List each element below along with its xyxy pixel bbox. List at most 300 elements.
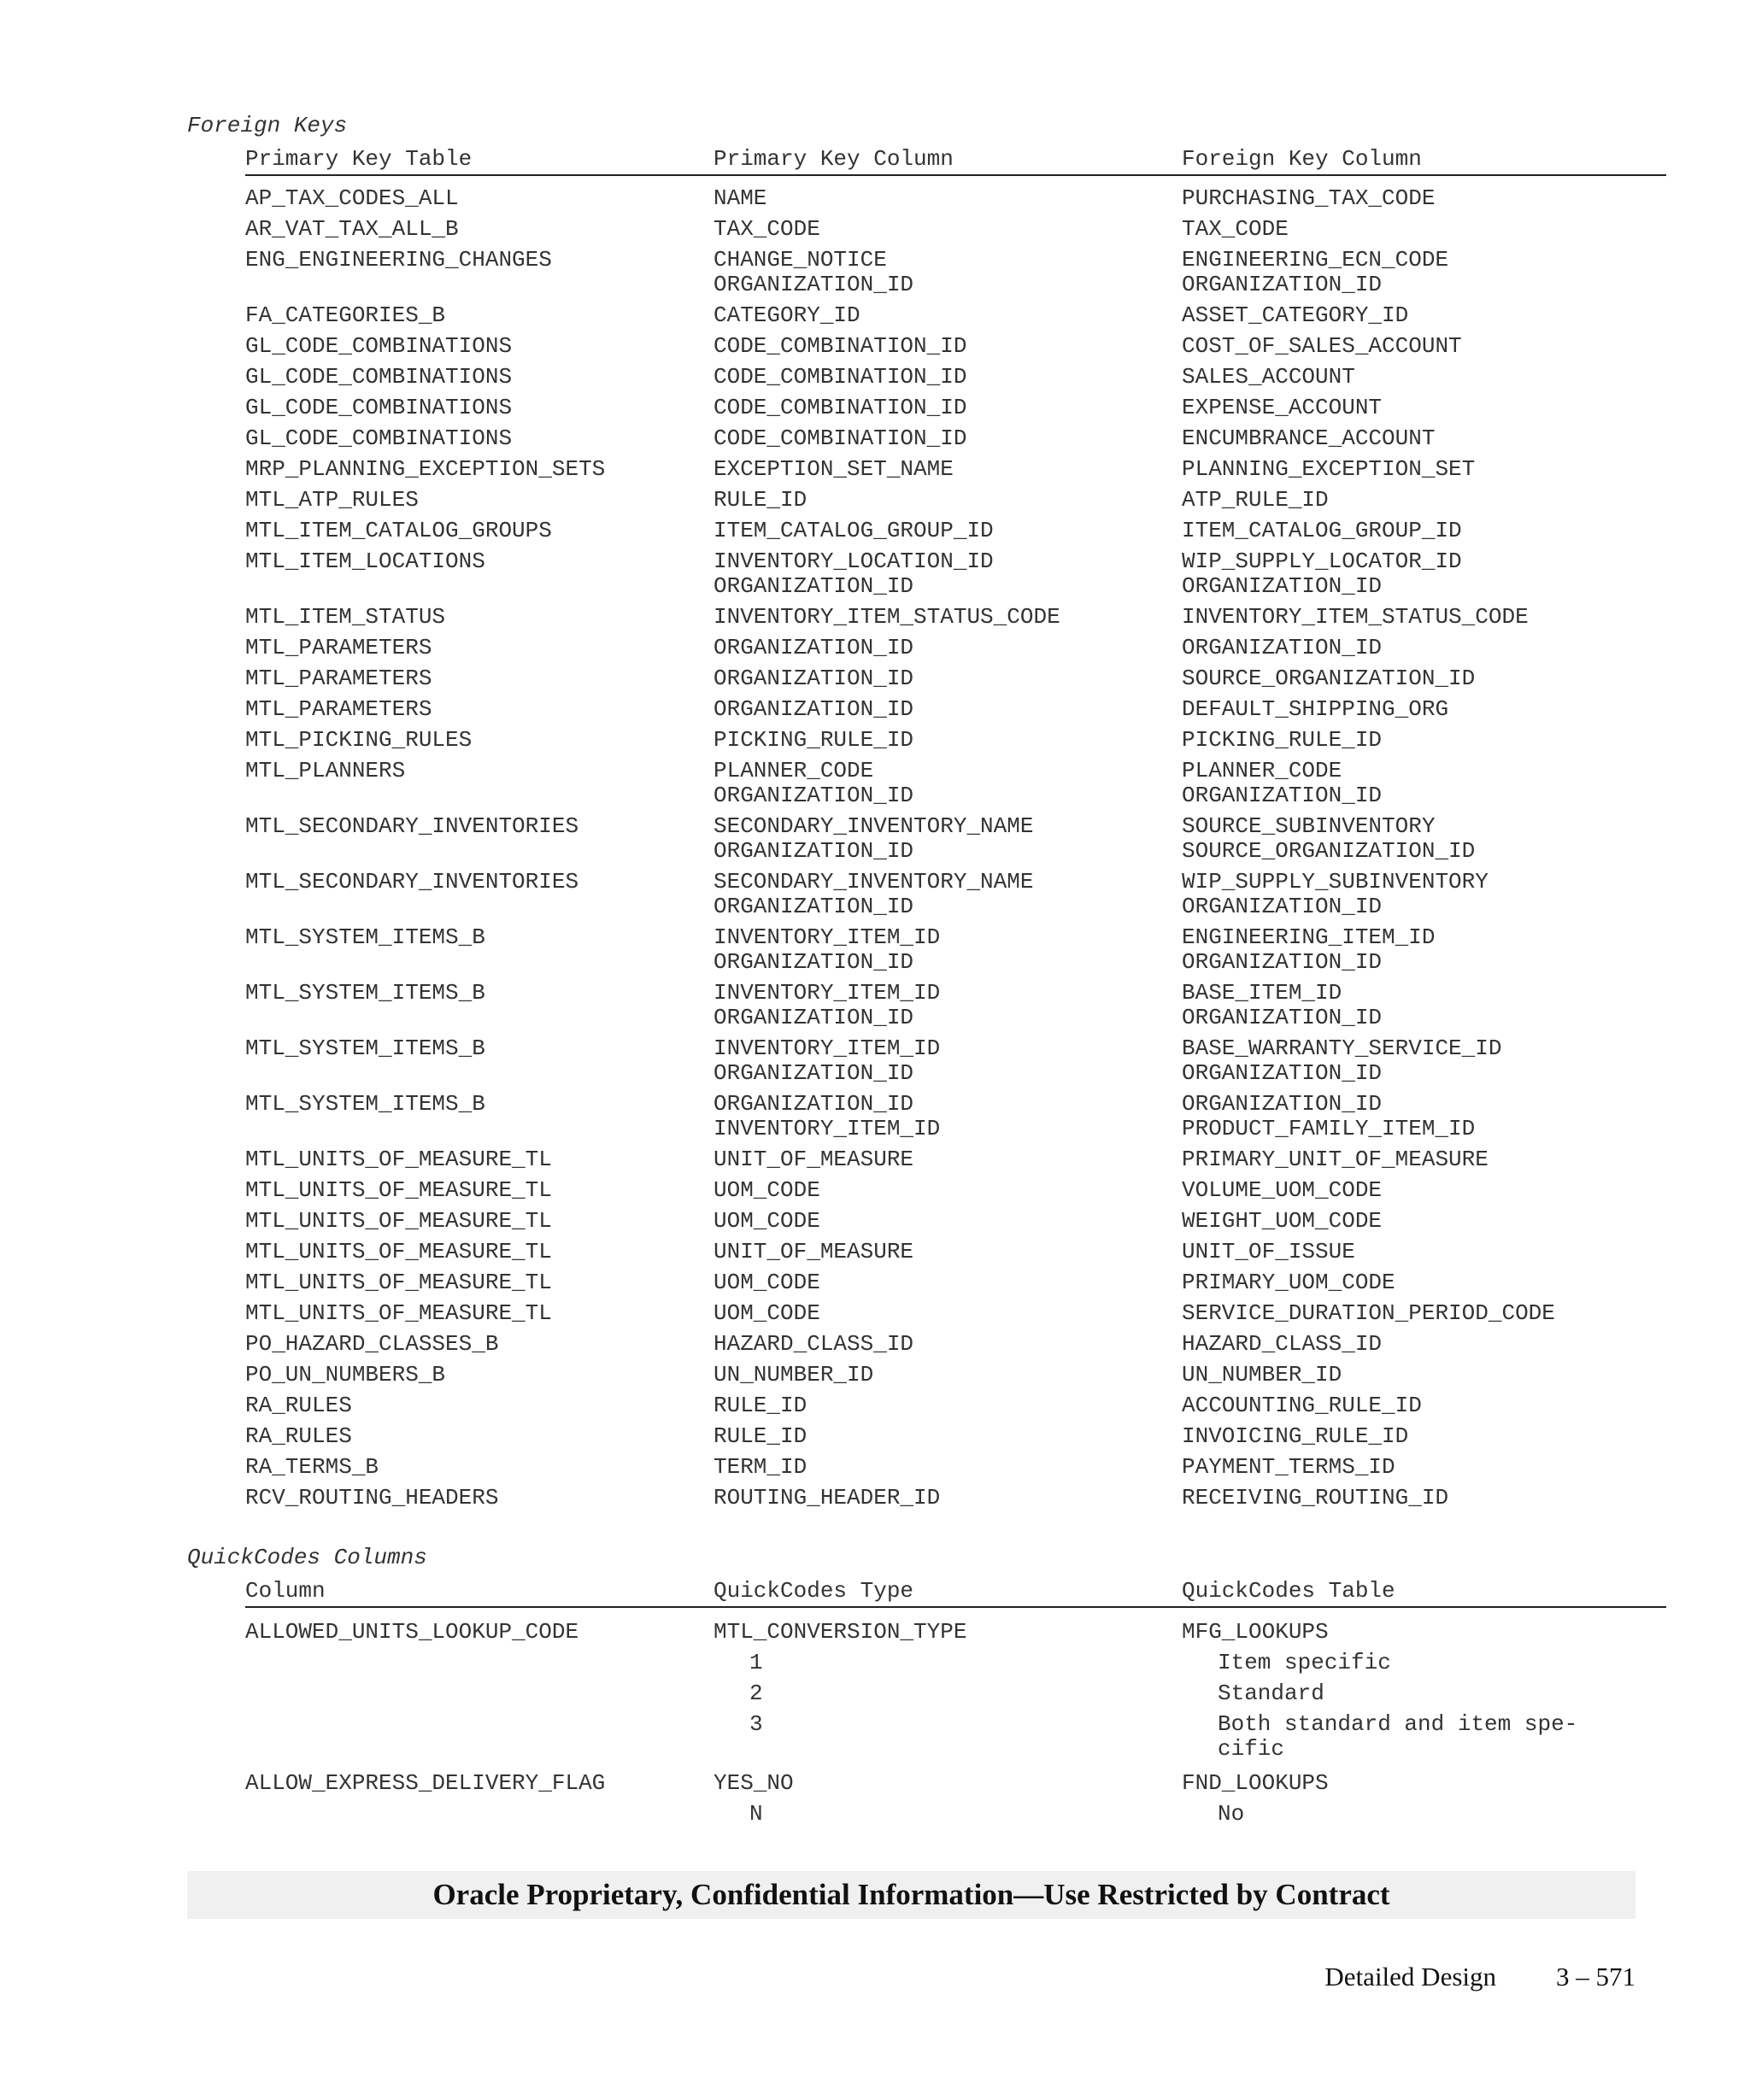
fk-primary-key-column (714, 1332, 913, 1357)
fk-primary-key-column-line: ORGANIZATION_ID (714, 949, 914, 975)
fk-primary-key-column (714, 334, 966, 359)
fk-primary-key-column (714, 1363, 873, 1387)
fk-primary-key-column-line: ORGANIZATION_ID (714, 635, 914, 660)
fk-foreign-key-column-line: ENCUMBRANCE_ACCOUNT (1182, 425, 1436, 451)
fk-foreign-key-column (1182, 636, 1382, 660)
fk-primary-key-column-line: TERM_ID (714, 1454, 807, 1480)
foreign-keys-body (245, 186, 1666, 1516)
fk-primary-key-table-line: MTL_SYSTEM_ITEMS_B (245, 924, 485, 950)
fk-primary-key-column (714, 396, 966, 420)
fk-primary-key-column-line: UOM_CODE (714, 1270, 820, 1295)
fk-foreign-key-column-line: HAZARD_CLASS_ID (1182, 1331, 1383, 1357)
fk-primary-key-column-line: ORGANIZATION_ID (714, 272, 914, 297)
fk-foreign-key-column (1182, 457, 1475, 482)
fk-primary-key-table (245, 1092, 485, 1117)
fk-foreign-key-column-line: ITEM_CATALOG_GROUP_ID (1182, 518, 1462, 543)
fk-foreign-key-column (1182, 605, 1529, 630)
fk-primary-key-table-line: MTL_UNITS_OF_MEASURE_TL (245, 1177, 552, 1203)
fk-primary-key-table-line: PO_UN_NUMBERS_B (245, 1362, 446, 1387)
quickcodes-title: QuickCodes Columns (187, 1545, 427, 1570)
qc-type-name: MTL_CONVERSION_TYPE (714, 1619, 967, 1645)
fk-foreign-key-column (1182, 1363, 1342, 1387)
fk-primary-key-column (714, 1455, 807, 1480)
fk-primary-key-table-line: MTL_UNITS_OF_MEASURE_TL (245, 1208, 552, 1234)
fk-primary-key-column-line: RULE_ID (714, 1423, 807, 1449)
fk-row (245, 186, 1666, 211)
fk-foreign-key-column-line: UN_NUMBER_ID (1182, 1362, 1342, 1387)
fk-primary-key-column-line: RULE_ID (714, 487, 807, 513)
fk-row (245, 1363, 1666, 1387)
fk-primary-key-column-line: ORGANIZATION_ID (714, 573, 914, 599)
fk-row (245, 697, 1666, 722)
fk-primary-key-column (714, 1240, 913, 1264)
fk-primary-key-column (714, 605, 1060, 630)
fk-primary-key-table-line: GL_CODE_COMBINATIONS (245, 425, 513, 451)
fk-primary-key-column (714, 697, 913, 722)
fk-foreign-key-column-line: ENGINEERING_ECN_CODE (1182, 247, 1449, 273)
fk-row (245, 396, 1666, 420)
fk-primary-key-column (714, 636, 913, 660)
fk-primary-key-column-line: ORGANIZATION_ID (714, 1060, 914, 1086)
fk-foreign-key-column-line: EXPENSE_ACCOUNT (1182, 395, 1383, 420)
fk-primary-key-column (714, 1178, 820, 1203)
fk-row (245, 981, 1666, 1030)
fk-primary-key-table-line: RCV_ROUTING_HEADERS (245, 1485, 499, 1510)
fk-primary-key-table-line: MRP_PLANNING_EXCEPTION_SETS (245, 456, 606, 482)
fk-primary-key-column-line: CODE_COMBINATION_ID (714, 395, 967, 420)
fk-primary-key-table (245, 728, 472, 753)
qc-lookup-meaning: No (1218, 1801, 1245, 1827)
qc-lookup-code: 2 (749, 1681, 763, 1706)
fk-foreign-key-column (1182, 549, 1462, 599)
fk-primary-key-table-line: MTL_SECONDARY_INVENTORIES (245, 813, 579, 839)
fk-primary-key-column (714, 426, 966, 451)
fk-primary-key-table (245, 186, 459, 211)
fk-primary-key-table-line: RA_RULES (245, 1423, 352, 1449)
fk-primary-key-column (714, 666, 913, 691)
fk-foreign-key-column-line: ORGANIZATION_ID (1182, 783, 1383, 808)
fk-foreign-key-column (1182, 1332, 1382, 1357)
fk-primary-key-column (714, 1147, 913, 1172)
fk-primary-key-table (245, 925, 485, 950)
fk-primary-key-table (245, 870, 578, 895)
fk-primary-key-table (245, 814, 578, 839)
qc-lookup-meaning: cific (1218, 1736, 1285, 1762)
fk-foreign-key-column (1182, 759, 1382, 808)
fk-row (245, 334, 1666, 359)
fk-foreign-key-column-line: ORGANIZATION_ID (1182, 635, 1383, 660)
fk-foreign-key-column (1182, 248, 1448, 297)
fk-row (245, 1486, 1666, 1510)
fk-primary-key-table (245, 426, 512, 451)
fk-primary-key-table (245, 981, 485, 1006)
fk-primary-key-table (245, 365, 512, 390)
fk-foreign-key-column (1182, 1393, 1422, 1418)
fk-foreign-key-column (1182, 1209, 1382, 1234)
fk-row (245, 303, 1666, 328)
fk-foreign-key-column-line: ENGINEERING_ITEM_ID (1182, 924, 1436, 950)
fk-primary-key-table (245, 1240, 552, 1264)
fk-primary-key-column (714, 1270, 820, 1295)
fk-primary-key-table-line: PO_HAZARD_CLASSES_B (245, 1331, 499, 1357)
fk-primary-key-column-line: ORGANIZATION_ID (714, 1005, 914, 1030)
fk-primary-key-table-line: RA_TERMS_B (245, 1454, 379, 1480)
fk-foreign-key-column-line: DEFAULT_SHIPPING_ORG (1182, 696, 1449, 722)
fk-foreign-key-column-line: INVENTORY_ITEM_STATUS_CODE (1182, 604, 1529, 630)
fk-primary-key-column (714, 728, 913, 753)
fk-foreign-key-column (1182, 334, 1462, 359)
fk-primary-key-table-line: MTL_ATP_RULES (245, 487, 419, 513)
fk-row (245, 814, 1666, 864)
fk-primary-key-column-line: UNIT_OF_MEASURE (714, 1239, 914, 1264)
fk-foreign-key-column-line: INVOICING_RULE_ID (1182, 1423, 1409, 1449)
fk-primary-key-table (245, 488, 419, 513)
fk-primary-key-column (714, 248, 913, 297)
fk-row (245, 1270, 1666, 1295)
fk-foreign-key-column (1182, 697, 1448, 722)
fk-primary-key-table (245, 759, 405, 783)
qc-lookup-code: 1 (749, 1650, 763, 1675)
fk-primary-key-column-line: NAME (714, 185, 767, 211)
fk-foreign-key-column (1182, 365, 1355, 390)
fk-primary-key-table-line: RA_RULES (245, 1393, 352, 1418)
fk-primary-key-table (245, 1209, 552, 1234)
fk-foreign-key-column (1182, 426, 1435, 451)
fk-primary-key-column-line: ORGANIZATION_ID (714, 894, 914, 919)
fk-primary-key-table (245, 1332, 498, 1357)
fk-primary-key-table-line: MTL_SYSTEM_ITEMS_B (245, 980, 485, 1006)
fk-row (245, 1455, 1666, 1480)
fk-foreign-key-column-line: RECEIVING_ROUTING_ID (1182, 1485, 1449, 1510)
fk-primary-key-table (245, 1486, 498, 1510)
fk-primary-key-table (245, 605, 445, 630)
fk-primary-key-table-line: MTL_SYSTEM_ITEMS_B (245, 1091, 485, 1117)
fk-foreign-key-column (1182, 1092, 1475, 1141)
fk-row (245, 925, 1666, 975)
fk-primary-key-column (714, 488, 807, 513)
page-footer (1324, 1962, 1635, 1992)
fk-primary-key-column-line: SECONDARY_INVENTORY_NAME (714, 813, 1034, 839)
fk-row (245, 1147, 1666, 1172)
fk-foreign-key-column-line: TAX_CODE (1182, 216, 1289, 242)
fk-primary-key-table (245, 549, 485, 574)
fk-foreign-key-column-line: ORGANIZATION_ID (1182, 1091, 1383, 1117)
qc-column-name: ALLOW_EXPRESS_DELIVERY_FLAG (245, 1770, 606, 1796)
fk-primary-key-column (714, 759, 913, 808)
fk-primary-key-table-line: FA_CATEGORIES_B (245, 302, 446, 328)
fk-foreign-key-column (1182, 870, 1489, 919)
fk-primary-key-table (245, 217, 459, 242)
fk-foreign-key-column (1182, 728, 1382, 753)
fk-primary-key-column-line: ORGANIZATION_ID (714, 1091, 914, 1117)
fk-foreign-key-column-line: VOLUME_UOM_CODE (1182, 1177, 1383, 1203)
fk-primary-key-table-line: MTL_PARAMETERS (245, 635, 432, 660)
fk-foreign-key-column-line: SALES_ACCOUNT (1182, 364, 1355, 390)
fk-primary-key-column (714, 1486, 940, 1510)
header-primary-key-table: Primary Key Table (245, 146, 473, 172)
fk-row (245, 426, 1666, 451)
fk-primary-key-table-line: AR_VAT_TAX_ALL_B (245, 216, 459, 242)
fk-primary-key-table-line: MTL_PARAMETERS (245, 666, 432, 691)
fk-primary-key-table-line: MTL_SECONDARY_INVENTORIES (245, 869, 579, 895)
fk-primary-key-column-line: ORGANIZATION_ID (714, 838, 914, 864)
fk-foreign-key-column-line: ORGANIZATION_ID (1182, 894, 1383, 919)
fk-row (245, 759, 1666, 808)
fk-foreign-key-column-line: PLANNING_EXCEPTION_SET (1182, 456, 1476, 482)
fk-foreign-key-column-line: ORGANIZATION_ID (1182, 1005, 1383, 1030)
fk-primary-key-table (245, 1363, 445, 1387)
fk-primary-key-column-line: CODE_COMBINATION_ID (714, 364, 967, 390)
fk-primary-key-column-line: INVENTORY_ITEM_ID (714, 1035, 941, 1061)
fk-foreign-key-column-line: ACCOUNTING_RULE_ID (1182, 1393, 1422, 1418)
header-foreign-key-column: Foreign Key Column (1182, 146, 1422, 172)
fk-foreign-key-column-line: ORGANIZATION_ID (1182, 949, 1383, 975)
fk-foreign-key-column-line: ORGANIZATION_ID (1182, 1060, 1383, 1086)
fk-foreign-key-column (1182, 1036, 1501, 1086)
fk-foreign-key-column (1182, 1270, 1395, 1295)
fk-primary-key-table-line: MTL_UNITS_OF_MEASURE_TL (245, 1270, 552, 1295)
foreign-keys-table (245, 144, 1666, 1516)
fk-primary-key-column-line: UOM_CODE (714, 1300, 820, 1326)
header-quickcodes-type: QuickCodes Type (714, 1578, 914, 1604)
fk-primary-key-column-line: INVENTORY_LOCATION_ID (714, 548, 994, 574)
confidential-notice-band (187, 1871, 1635, 1919)
fk-row (245, 636, 1666, 660)
fk-primary-key-column-line: INVENTORY_ITEM_ID (714, 1116, 941, 1141)
fk-foreign-key-column-line: SERVICE_DURATION_PERIOD_CODE (1182, 1300, 1555, 1326)
chapter-title: Detailed Design (1324, 1962, 1496, 1991)
fk-row (245, 1092, 1666, 1141)
fk-primary-key-table (245, 697, 432, 722)
header-column: Column (245, 1578, 326, 1604)
fk-foreign-key-column (1182, 186, 1435, 211)
fk-primary-key-table-line: MTL_ITEM_CATALOG_GROUPS (245, 518, 552, 543)
fk-primary-key-column-line: PLANNER_CODE (714, 758, 874, 783)
fk-foreign-key-column-line: SOURCE_ORGANIZATION_ID (1182, 666, 1476, 691)
fk-primary-key-column (714, 1301, 820, 1326)
fk-foreign-key-column-line: BASE_WARRANTY_SERVICE_ID (1182, 1035, 1502, 1061)
fk-row (245, 1332, 1666, 1357)
fk-primary-key-table-line: MTL_UNITS_OF_MEASURE_TL (245, 1300, 552, 1326)
fk-primary-key-column-line: CODE_COMBINATION_ID (714, 333, 967, 359)
fk-foreign-key-column-line: PAYMENT_TERMS_ID (1182, 1454, 1395, 1480)
fk-primary-key-table (245, 1424, 352, 1449)
fk-primary-key-column-line: UOM_CODE (714, 1208, 820, 1234)
fk-primary-key-table (245, 248, 552, 273)
fk-foreign-key-column-line: SOURCE_SUBINVENTORY (1182, 813, 1436, 839)
qc-table-name: MFG_LOOKUPS (1182, 1619, 1329, 1645)
fk-primary-key-table (245, 1393, 352, 1418)
fk-row (245, 1178, 1666, 1203)
qc-column-name: ALLOWED_UNITS_LOOKUP_CODE (245, 1619, 579, 1645)
fk-primary-key-table (245, 519, 552, 543)
fk-foreign-key-column (1182, 396, 1382, 420)
qc-type-name: YES_NO (714, 1770, 794, 1796)
fk-foreign-key-column-line: PICKING_RULE_ID (1182, 727, 1383, 753)
fk-primary-key-table (245, 396, 512, 420)
fk-primary-key-column (714, 1393, 807, 1418)
qc-lookup-meaning: Item specific (1218, 1650, 1391, 1675)
fk-primary-key-table-line: GL_CODE_COMBINATIONS (245, 333, 513, 359)
fk-primary-key-column-line: INVENTORY_ITEM_STATUS_CODE (714, 604, 1060, 630)
fk-primary-key-column-line: CATEGORY_ID (714, 302, 860, 328)
fk-primary-key-table (245, 636, 432, 660)
fk-primary-key-table (245, 1036, 485, 1061)
header-quickcodes-table: QuickCodes Table (1182, 1578, 1395, 1604)
fk-row (245, 1424, 1666, 1449)
fk-primary-key-table (245, 334, 512, 359)
fk-row (245, 248, 1666, 297)
fk-primary-key-table-line: MTL_ITEM_LOCATIONS (245, 548, 485, 574)
qc-lookup-meaning: Both standard and item spe- (1218, 1711, 1578, 1737)
fk-primary-key-column-line: ORGANIZATION_ID (714, 696, 914, 722)
fk-foreign-key-column (1182, 666, 1475, 691)
fk-primary-key-column (714, 925, 940, 975)
fk-row (245, 488, 1666, 513)
fk-primary-key-column (714, 365, 966, 390)
fk-foreign-key-column-line: ATP_RULE_ID (1182, 487, 1329, 513)
fk-row (245, 1240, 1666, 1264)
fk-primary-key-table-line: AP_TAX_CODES_ALL (245, 185, 459, 211)
fk-primary-key-table-line: MTL_ITEM_STATUS (245, 604, 446, 630)
qc-lookup-meaning: Standard (1218, 1681, 1324, 1706)
fk-foreign-key-column-line: ORGANIZATION_ID (1182, 573, 1383, 599)
fk-primary-key-table (245, 457, 605, 482)
fk-row (245, 870, 1666, 919)
fk-primary-key-table (245, 1455, 379, 1480)
fk-row (245, 457, 1666, 482)
fk-foreign-key-column (1182, 1486, 1448, 1510)
fk-primary-key-column-line: INVENTORY_ITEM_ID (714, 980, 941, 1006)
fk-foreign-key-column (1182, 925, 1435, 975)
fk-primary-key-column-line: ROUTING_HEADER_ID (714, 1485, 941, 1510)
quickcodes-body (245, 1620, 1666, 1836)
fk-row (245, 1393, 1666, 1418)
fk-foreign-key-column (1182, 1424, 1408, 1449)
fk-foreign-key-column-line: SOURCE_ORGANIZATION_ID (1182, 838, 1476, 864)
fk-primary-key-table-line: GL_CODE_COMBINATIONS (245, 395, 513, 420)
fk-primary-key-column (714, 457, 954, 482)
fk-primary-key-table-line: GL_CODE_COMBINATIONS (245, 364, 513, 390)
fk-primary-key-column-line: UN_NUMBER_ID (714, 1362, 874, 1387)
fk-primary-key-column (714, 186, 766, 211)
fk-primary-key-column-line: EXCEPTION_SET_NAME (714, 456, 954, 482)
fk-primary-key-table-line: MTL_PICKING_RULES (245, 727, 473, 753)
fk-primary-key-table-line: MTL_PARAMETERS (245, 696, 432, 722)
qc-lookup-code: N (749, 1801, 763, 1827)
fk-primary-key-table (245, 303, 445, 328)
fk-foreign-key-column (1182, 814, 1475, 864)
fk-foreign-key-column (1182, 303, 1408, 328)
fk-primary-key-column-line: PICKING_RULE_ID (714, 727, 914, 753)
fk-primary-key-column (714, 549, 994, 599)
fk-primary-key-column (714, 981, 940, 1030)
fk-primary-key-table (245, 666, 432, 691)
fk-primary-key-column (714, 1036, 940, 1086)
fk-foreign-key-column (1182, 1301, 1555, 1326)
fk-foreign-key-column-line: PRIMARY_UOM_CODE (1182, 1270, 1395, 1295)
fk-row (245, 728, 1666, 753)
fk-foreign-key-column-line: UNIT_OF_ISSUE (1182, 1239, 1355, 1264)
fk-row (245, 519, 1666, 543)
fk-row (245, 365, 1666, 390)
fk-foreign-key-column (1182, 217, 1289, 242)
fk-primary-key-column-line: CODE_COMBINATION_ID (714, 425, 967, 451)
fk-primary-key-column-line: ITEM_CATALOG_GROUP_ID (714, 518, 994, 543)
fk-row (245, 549, 1666, 599)
fk-foreign-key-column-line: COST_OF_SALES_ACCOUNT (1182, 333, 1462, 359)
fk-foreign-key-column-line: PRODUCT_FAMILY_ITEM_ID (1182, 1116, 1476, 1141)
fk-primary-key-column (714, 870, 1033, 919)
fk-row (245, 666, 1666, 691)
fk-primary-key-column (714, 1424, 807, 1449)
fk-primary-key-table-line: MTL_UNITS_OF_MEASURE_TL (245, 1147, 552, 1172)
fk-primary-key-table (245, 1178, 552, 1203)
fk-primary-key-column-line: CHANGE_NOTICE (714, 247, 887, 273)
fk-primary-key-column-line: INVENTORY_ITEM_ID (714, 924, 941, 950)
fk-primary-key-column (714, 1209, 820, 1234)
fk-primary-key-column-line: ORGANIZATION_ID (714, 783, 914, 808)
fk-foreign-key-column (1182, 981, 1382, 1030)
fk-foreign-key-column-line: ASSET_CATEGORY_ID (1182, 302, 1409, 328)
fk-row (245, 1209, 1666, 1234)
foreign-keys-title: Foreign Keys (187, 113, 348, 138)
fk-foreign-key-column (1182, 488, 1329, 513)
fk-primary-key-column (714, 217, 820, 242)
fk-primary-key-table (245, 1270, 552, 1295)
fk-primary-key-column (714, 303, 860, 328)
fk-foreign-key-column (1182, 519, 1462, 543)
fk-primary-key-table-line: MTL_UNITS_OF_MEASURE_TL (245, 1239, 552, 1264)
fk-row (245, 217, 1666, 242)
fk-primary-key-column-line: UNIT_OF_MEASURE (714, 1147, 914, 1172)
fk-primary-key-column-line: ORGANIZATION_ID (714, 666, 914, 691)
fk-primary-key-table (245, 1301, 552, 1326)
fk-primary-key-column (714, 814, 1033, 864)
fk-row (245, 1301, 1666, 1326)
fk-primary-key-column (714, 1092, 940, 1141)
fk-foreign-key-column-line: PLANNER_CODE (1182, 758, 1342, 783)
fk-primary-key-column-line: SECONDARY_INVENTORY_NAME (714, 869, 1034, 895)
quickcodes-header (245, 1575, 1666, 1608)
page-number: 3 – 571 (1556, 1962, 1635, 1991)
qc-table-name: FND_LOOKUPS (1182, 1770, 1329, 1796)
qc-lookup-code: 3 (749, 1711, 763, 1737)
fk-row (245, 605, 1666, 630)
fk-foreign-key-column (1182, 1455, 1395, 1480)
fk-foreign-key-column-line: WIP_SUPPLY_LOCATOR_ID (1182, 548, 1462, 574)
fk-primary-key-table-line: MTL_SYSTEM_ITEMS_B (245, 1035, 485, 1061)
fk-foreign-key-column-line: PRIMARY_UNIT_OF_MEASURE (1182, 1147, 1489, 1172)
fk-foreign-key-column-line: WIP_SUPPLY_SUBINVENTORY (1182, 869, 1489, 895)
fk-primary-key-column-line: HAZARD_CLASS_ID (714, 1331, 914, 1357)
foreign-keys-header (245, 144, 1666, 176)
fk-primary-key-column-line: RULE_ID (714, 1393, 807, 1418)
fk-foreign-key-column-line: BASE_ITEM_ID (1182, 980, 1342, 1006)
fk-foreign-key-column-line: ORGANIZATION_ID (1182, 272, 1383, 297)
fk-primary-key-column-line: UOM_CODE (714, 1177, 820, 1203)
fk-primary-key-table (245, 1147, 552, 1172)
fk-foreign-key-column-line: PURCHASING_TAX_CODE (1182, 185, 1436, 211)
fk-foreign-key-column (1182, 1178, 1382, 1203)
fk-primary-key-column (714, 519, 994, 543)
fk-foreign-key-column (1182, 1147, 1489, 1172)
confidential-notice: Oracle Proprietary, Confidential Information––Use Restricted by Contract (432, 1878, 1390, 1911)
fk-primary-key-column-line: TAX_CODE (714, 216, 820, 242)
fk-foreign-key-column (1182, 1240, 1355, 1264)
fk-primary-key-table-line: MTL_PLANNERS (245, 758, 406, 783)
header-primary-key-column: Primary Key Column (714, 146, 954, 172)
